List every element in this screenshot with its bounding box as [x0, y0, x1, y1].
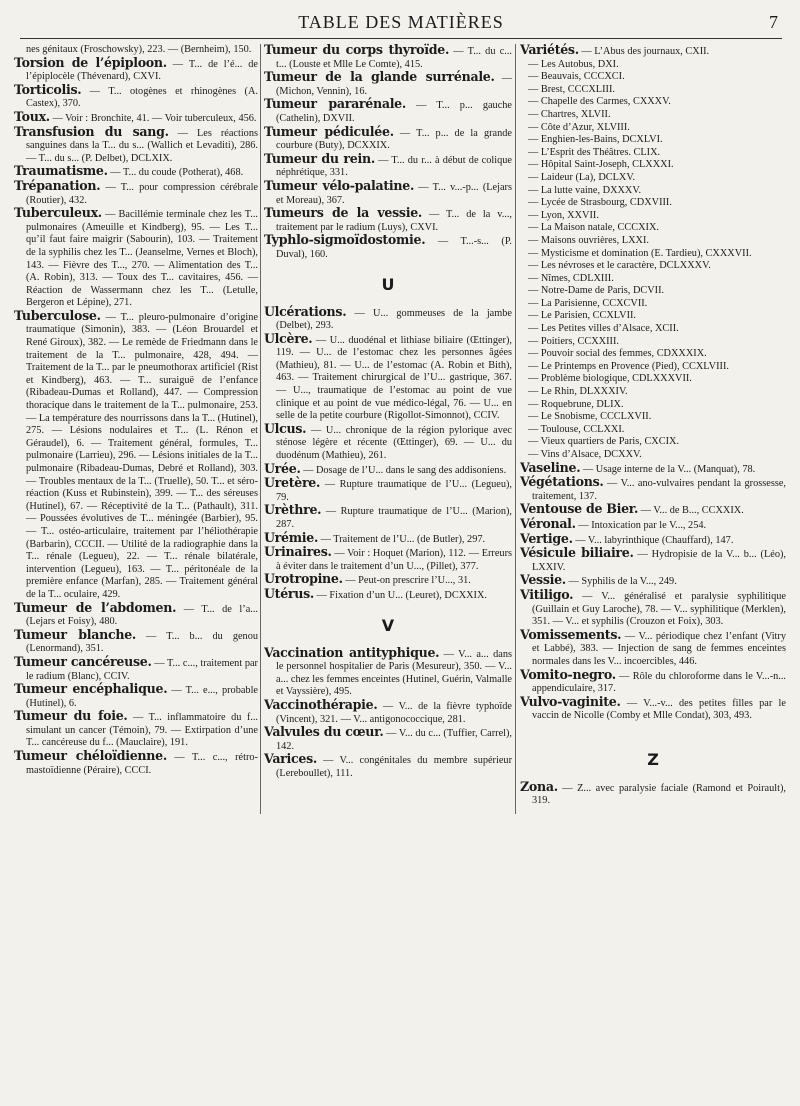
varietes-item: — Chartres, XLVII. [528, 108, 611, 120]
index-entry [264, 504, 512, 531]
varietes-item: — Lyon, XXVII. [528, 209, 599, 221]
entry-text: — Intoxication par le V..., 254. [575, 519, 707, 531]
index-entry [14, 710, 258, 750]
varietes-item: — Côte d’Azur, XLVIII. [528, 121, 630, 133]
entry-list [264, 44, 512, 262]
page-title: TABLE DES MATIÈRES [298, 12, 504, 32]
section-letter-u: U [381, 274, 395, 294]
entry-headword: Tumeur du rein. [264, 150, 375, 166]
entry-text: — Bacillémie terminale chez les T... pulmonaires (Ameuille et Kindberg), 95. — Les T... qu’il faut faire maigrir (Sabourin), 103. — Traitement de la syphilis chez les T... (Jeanselme, Vernes et Bloch), 143. — Fièvre des T..., 270. — Alimentation des T... (A. Robin), 313. — Toux des T... cavitaires, 456. — Réaction de Wassermann chez les T... (Letulle, Bergeron et Lépine), 271. [26, 209, 258, 309]
varietes-item: — Vins d’Alsace, DCXXV. [528, 449, 642, 460]
entry-headword: Tumeur de la glande surrénale. [264, 69, 495, 85]
entry-text: — Dosage de l’U... dans le sang des addisoniens. [300, 464, 507, 476]
entry-text: — T... p... gauche (Cathelin), DXVII. [276, 100, 512, 124]
entry-text: — (Michon, Vennin), 16. [276, 73, 512, 97]
index-entry [520, 666, 786, 696]
entry-headword: Ventouse de Bier. [520, 501, 639, 517]
entry-text: — V... labyrinthique (Chauffard), 147. [572, 534, 734, 546]
varietes-item: — Les Petites villes d’Alsace, XCII. [528, 323, 679, 335]
entry-headword: Typhlo-sigmoïdostomie. [264, 232, 426, 248]
varietes-item: — L’Esprit des Théâtres. CLIX. [528, 146, 661, 158]
entry-headword: Vessie. [520, 572, 566, 588]
index-entry [14, 54, 258, 84]
index-entry [264, 303, 512, 333]
entry-headword: Végétations. [520, 474, 604, 490]
entry-headword: Utérus. [264, 585, 314, 601]
entry-text: — T... du c... t... (Louste et Mlle Le Comte), 415. [276, 46, 513, 70]
varietes-item: — La Parisienne, CCXCVII. [528, 297, 648, 309]
entry-headword: Tumeur du corps thyroïde. [264, 42, 450, 57]
entry-text: — T... du r... à début de colique néphrétique, 331. [276, 154, 512, 179]
entry-headword: Ulcérations. [264, 303, 347, 319]
entry-headword: Trépanation. [14, 177, 101, 193]
entry-text: — T... otogènes et rhinogènes (A. Castex), 370. [26, 85, 258, 110]
entry-headword: Vitiligo. [520, 586, 574, 602]
varietes-item: — Les Autobus, DXI. [528, 58, 619, 70]
entry-headword: Torticolis. [14, 81, 82, 97]
entry-text: — T... de l’a... (Lejars et Foisy), 480. [26, 603, 258, 628]
index-entry [520, 693, 786, 723]
entry-headword: Véronal. [520, 515, 576, 531]
index-entry [264, 234, 512, 261]
varietes-item: — Enghien-les-Bains, DCXLVI. [528, 134, 663, 146]
entry-headword: Vésicule biliaire. [520, 545, 634, 561]
entry-headword: Zona. [520, 778, 558, 794]
entry-headword: Tumeur pédiculée. [264, 123, 394, 139]
entry-headword: Vertige. [520, 530, 573, 546]
index-entry [520, 547, 786, 574]
varietes-item: — Vieux quartiers de Paris, CXCIX. [528, 436, 680, 448]
entry-headword: Tumeur blanche. [14, 626, 136, 642]
entry-headword: Vulvo-vaginite. [520, 693, 621, 709]
entry-text: — T... b... du genou (Lenormand), 351. [26, 630, 258, 655]
varietes-item: — Le Printemps en Provence (Pied), CCXLVIII. [528, 360, 729, 372]
entry-text: — V... du c... (Tuffier, Carrel), 142. [276, 728, 513, 752]
varietes-item: — Problème biologique, CDLXXXVII. [528, 373, 692, 385]
entry-text: — T... c..., traitement par le radium (Blanc), CCIV. [26, 657, 258, 682]
entry-headword: Urémie. [264, 529, 319, 545]
index-entry [264, 330, 512, 423]
entry-headword: Torsion de l’épiploon. [14, 54, 167, 70]
entry-headword: Vaccination antityphique. [264, 644, 440, 660]
entry-headword: Vomissements. [520, 626, 622, 642]
varietes-item: — Lycée de Strasbourg, CDXVIII. [528, 197, 672, 209]
entry-text: — Usage interne de la V... (Manquat), 78. [580, 463, 756, 475]
entry-headword: Ulcus. [264, 420, 307, 436]
entry-text: — U... chronique de la région pylorique avec sténose légère et récente (Œttinger), 69. — U... du duodénum (Mathieu), 261. [276, 424, 512, 462]
page-header [20, 8, 782, 39]
entry-list [14, 44, 258, 777]
entry-headword: Tumeur du foie. [14, 708, 128, 724]
entry-text: — V...-v... des petites filles par le vaccin de Nicolle (Comby et Mlle Condat), 303, 493. [532, 697, 786, 722]
entry-headword: Tumeur cancéreuse. [14, 653, 152, 669]
entry-text: nes génitaux (Froschowsky), 223. — (Bernheim), 150. [26, 44, 252, 55]
entry-text: — V... de B..., CCXXIX. [638, 505, 744, 517]
entry-text: — T... du coude (Potherat), 468. [107, 167, 244, 179]
entry-text: — V... de la fièvre typhoïde (Vincent), 321. — V... antigonococcique, 281. [276, 700, 512, 725]
index-entry [264, 98, 512, 125]
varietes-item: — Le Parisien, CCXLVII. [528, 310, 637, 322]
entry-text: — U... gommeuses de la jambe (Delbet), 293. [276, 307, 512, 332]
index-entry [264, 477, 512, 504]
entry-headword: Urotropine. [264, 571, 343, 587]
entry-headword: Varices. [264, 751, 317, 767]
index-entry [520, 586, 786, 629]
entry-text: — Voir : Bronchite, 41. — Voir tuberculeux, 456. [49, 112, 257, 124]
index-entry [264, 753, 512, 780]
entry-text: — Rôle du chloroforme dans le V...-n... appendiculaire, 317. [532, 670, 786, 695]
section-letter-z: Z [647, 749, 659, 769]
entry-text: — V... ano-vulvaires pendant la grossesse, traitement, 137. [532, 478, 786, 502]
index-entry [264, 644, 512, 699]
varietes-item: — Beauvais, CCCXCI. [528, 71, 625, 83]
entry-headword: Urinaires. [264, 544, 332, 560]
index-entry [14, 123, 258, 166]
varietes-item: — Roquebrune, DLIX. [528, 398, 624, 410]
varietes-item: — Pouvoir social des femmes, CDXXXIX. [528, 348, 707, 360]
entry-text: — V... périodique chez l’enfant (Vitry et Labbé), 383. — Injection de sang de femmes enceintes normales dans les V... incoercibles, 446. [532, 630, 786, 667]
entry-headword: Vaseline. [520, 459, 581, 475]
entry-headword: Transfusion du sang. [14, 123, 169, 139]
entry-text: — T... de l’é... de l’épiplocèle (Thévenard), CXVI. [26, 58, 258, 83]
varietes-item: — Nîmes, CDLXIII. [528, 272, 614, 284]
varietes-item: — Mysticisme et domination (E. Tardieu), CXXXVII. [528, 247, 752, 259]
index-entry [14, 683, 258, 710]
entry-text: — T... de la v..., traitement par le radium (Luys), CXVI. [276, 209, 513, 233]
index-entry [520, 626, 786, 669]
index-entry [264, 207, 512, 234]
entry-text: — L’Abus des journaux, CXII. [578, 46, 710, 57]
index-entry [14, 599, 258, 629]
varietes-item: — Poitiers, CCXXIII. [528, 335, 619, 347]
entry-headword: Vomito-negro. [520, 666, 616, 682]
entry-headword: Tumeur vélo-palatine. [264, 177, 415, 193]
entry-headword: Toux. [14, 108, 50, 124]
entry-headword: Traumatisme. [14, 163, 108, 179]
index-entry [14, 81, 258, 111]
varietes-item: — Toulouse, CCLXXI. [528, 423, 625, 435]
entry-text: — Les réactions sanguines dans la T... du s... (Wallich et Levaditi), 286. — T... du s... (P. Delbet), DCLXIX. [26, 127, 258, 164]
varietes-item: — Notre-Dame de Paris, DCVII. [528, 285, 665, 297]
entry-headword: Tumeur chéloïdienne. [14, 748, 167, 764]
entry-headword: Tumeur encéphalique. [14, 681, 168, 697]
column-divider [260, 44, 261, 814]
varietes-item: — Laideur (La), DCLXV. [528, 171, 636, 183]
entry-headword: Variétés. [520, 42, 579, 57]
index-entry [264, 177, 512, 207]
index-entry [264, 585, 512, 603]
page-number: 7 [769, 12, 778, 32]
column-divider [515, 44, 516, 814]
entry-varietes [520, 44, 786, 462]
entry-text: — T...-s... (P. Duval), 160. [276, 236, 512, 260]
entry-text: — T... e..., probable (Hutinel), 6. [26, 685, 258, 709]
index-entry [264, 123, 512, 153]
entry-headword: Tuberculose. [14, 307, 101, 323]
index-entry [14, 307, 258, 602]
entry-text: — Peut-on prescrire l’U..., 31. [342, 575, 471, 587]
entry-text: — Traitement de l’U... (de Butler), 297. [318, 533, 486, 545]
index-entry [520, 778, 786, 808]
entry-text: — T... v...-p... (Lejars et Moreau), 367. [276, 181, 512, 206]
index-entry [14, 626, 258, 656]
entry-text: — V... congénitales du membre supérieur (Lereboullet), 111. [276, 755, 512, 779]
entry-headword: Ulcère. [264, 330, 313, 346]
index-entry [14, 207, 258, 310]
index-entry [264, 150, 512, 180]
index-column-3 [520, 44, 786, 1094]
entry-text: — U... duodénal et lithiase biliaire (Œttinger), 119. — U... de l’estomac chez les personnes âgées (Mathieu), 81. — U... de l’estomac (A. Robin et Bith), 463. — Traitement chirurgical de l’U... gastrique, 367. — U..., traumatique de l’estomac au point de vue clinique et au point de vue médico-légal, 76. — U... en selle de la petite courbure (Rigollot-Simonnot), CCIV. [276, 334, 512, 422]
index-entry [264, 44, 512, 71]
index-entry [14, 750, 258, 777]
entry-list [520, 459, 786, 723]
index-entry [520, 476, 786, 503]
entry-text: — Hydropisie de la V... b... (Léo), LXXIV. [532, 549, 786, 573]
varietes-item: — Brest, CCCXLIII. [528, 83, 615, 95]
index-entry [264, 726, 512, 753]
index-entry [520, 44, 786, 59]
entry-text: — T... c..., rétro-mastoïdienne (Péraire), CCCI. [26, 752, 258, 776]
entry-list [264, 303, 512, 603]
varietes-item: — La lutte vaine, DXXXV. [528, 184, 642, 196]
index-columns [14, 44, 786, 1094]
entry-text: — T... pleuro-pulmonaire d’origine traumatique (Simonin), 383. — (Léon Brouardel et René Giroux), 382. — Le remède de Friedmann dans le traitement de la T... pulmonaire, 428, 494. — Traitement de la T... par le pneumothorax artificiel (Rist et Kindberg), 463. — T... suraiguë de l’enfance (Ribadeau-Dumas et Rolland), 447. — Compression thoracique dans le traitement de la T... pulmonaire, 253. — La température des nourrissons dans la T... (Hutinel), 275. — Lésions nodulaires et T... (L. Rénon et Géraudel), 6. — Traitement général, formules, T... pulmonaire (Larrieu), 296. — Lésions initiales de la T... pulmonaire (Ribadeau-Dumas, Debré et Rolland), 303. — Troubles mentaux de la T... (Truelle), 50. T... et séro-réaction (Kuss et Rubinstein), 399. — T... des séreuses (Hutinel), 67. — Réceptivité de la T... (Pathault), 311. — Poussées évolutives de T... méningée (Barbier), 95. — T... ostéo-articulaire, traitement par l’héliothérapie (Barbarin), CCCII. — Utilité de la radiographie dans la T... rénale (Legueu), 22. — T... rénale bilatérale, intervention (Legueu), 163. — T... péritonéale de la première enfance (Marfan), 285. — Traitement général de la T... oculaire, 429. [26, 311, 258, 600]
varietes-item: — Les névroses et le caractère, DCLXXXV. [528, 260, 711, 272]
entry-text: — Voir : Hoquet (Marion), 112. — Erreurs à éviter dans le traitement d’un U..., (Pillet), 377. [276, 548, 512, 572]
varietes-item: — La Maison natale, CCCXIX. [528, 222, 659, 234]
index-entry [264, 546, 512, 573]
index-entry [14, 653, 258, 683]
entry-headword: Valvules du cœur. [264, 724, 384, 740]
varietes-item: — Chapelle des Carmes, CXXXV. [528, 96, 671, 108]
index-entry [264, 420, 512, 463]
index-column-1 [14, 44, 258, 1094]
entry-text: — T... p... de la grande courbure (Buty), DCXXIX. [276, 127, 512, 152]
entry-text: — V... généralisé et paralysie syphilitique (Guillain et Guy Laroche), 78. — V... syphilitique (Merklen), 351. — V... et syphilis (Crouzon et Foix), 303. [532, 590, 786, 628]
entry-text: — Z... avec paralysie faciale (Ramond et Poirault), 319. [532, 782, 786, 807]
index-entry [14, 177, 258, 207]
varietes-item: — Hôpital Saint-Joseph, CLXXXI. [528, 159, 674, 171]
entry-text: — Fixation d’un U... (Leuret), DCXXIX. [313, 589, 488, 601]
entry-text: — V... a... dans le personnel hospitalier de Paris (Mesureur), 350. — V... a... chez les femmes enceintes (Hutinel, Guérin, Valmalle et Vayssière), 495. [276, 648, 512, 698]
entry-headword: Urée. [264, 460, 301, 476]
index-entry [264, 71, 512, 98]
entry-text: — Rupture traumatique de l’U... (Legueu), 79. [276, 479, 512, 503]
entry-text: — T... inflammatoire du f... simulant un cancer (Témoin), 79. — Extirpation d’une T... cancéreuse du f... (Mauclaire), 191. [26, 712, 259, 749]
index-entry [264, 696, 512, 726]
entry-list [520, 778, 786, 808]
index-column-2 [264, 44, 512, 1094]
entry-list [264, 644, 513, 781]
varietes-item: — Le Snobisme, CCCLXVII. [528, 411, 652, 423]
entry-text: — Rupture traumatique de l’U... (Marion), 287. [276, 506, 512, 530]
entry-headword: Tumeurs de la vessie. [264, 205, 423, 221]
entry-text: — T... pour compression cérébrale (Routier), 432. [26, 181, 258, 206]
entry-headword: Vaccinothérapie. [264, 696, 378, 712]
entry-text: — Syphilis de la V..., 249. [565, 576, 677, 588]
varietes-item: — Le Rhin, DLXXXIV. [528, 386, 628, 398]
varietes-item: — Maisons ouvrières, LXXI. [528, 234, 649, 246]
entry-headword: Uretère. [264, 475, 321, 491]
entry-headword: Tuberculeux. [14, 205, 102, 221]
entry-headword: Urèthre. [264, 502, 322, 518]
entry-headword: Tumeur pararénale. [264, 96, 406, 112]
entry-headword: Tumeur de l’abdomen. [14, 599, 177, 615]
section-letter-v: V [381, 615, 395, 635]
